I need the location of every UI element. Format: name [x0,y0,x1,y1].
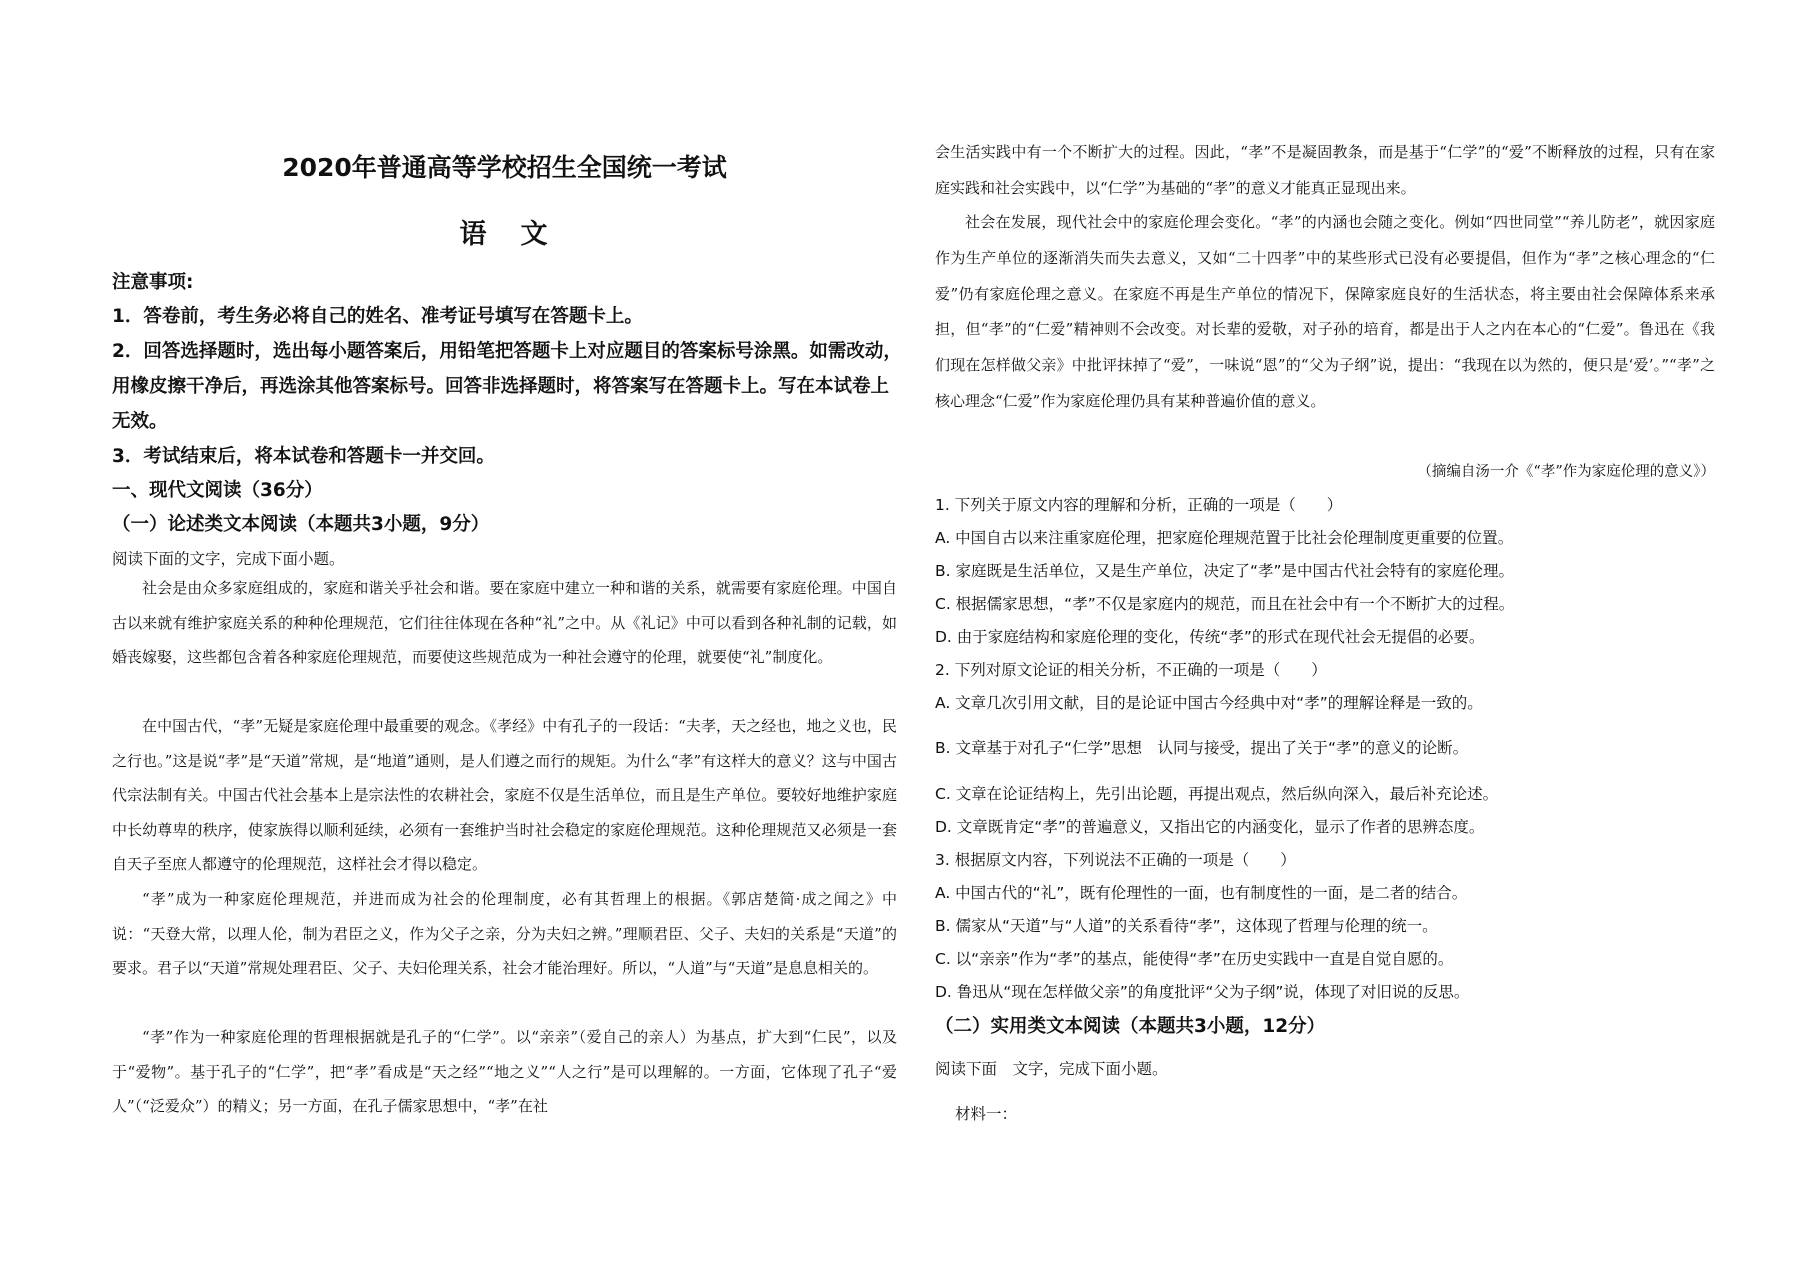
notice-item-2-line-1: 2．回答选择题时，选出每小题答案后，用铅笔把答题卡上对应题目的答案标号涂黑。如需改动， [112,341,902,362]
reading-instruction-2: 阅读下面 文字，完成下面小题。 [935,1060,1168,1078]
question-3-option-c: C. 以“亲亲”作为“孝”的基点，能使得“孝”在历史实践中一直是自觉自愿的。 [935,950,1454,968]
question-2-option-c: C. 文章在论证结构上，先引出论题，再提出观点，然后纵向深入，最后补充论述。 [935,785,1499,803]
question-2-option-b: B. 文章基于对孔子“仁学”思想 认同与接受，提出了关于“孝”的意义的论断。 [935,739,1469,757]
passage-paragraph-5: 会生活实践中有一个不断扩大的过程。因此，“孝”不是凝固教条，而是基于“仁学”的“爱”不断释放的过程，只有在家庭实践和社会实践中，以“仁学”为基础的“孝”的意义才能真正显现出来。 [935,143,1715,197]
notice-heading: 注意事项: [112,272,194,293]
notice-item-2-line-3: 无效。 [112,411,168,432]
passage-paragraph-3: “孝”成为一种家庭伦理规范，并进而成为社会的伦理制度，必有其哲理上的根据。《郭店楚简·成之闻之》中说：“天登大常，以理人伦，制为君臣之义，作为父子之亲，分为夫妇之辨。”理顺君臣、父子、夫妇的关系是“天道”的要求。君子以“天道”常规处理君臣、父子、夫妇伦理关系，社会才能治理好。所以，“人道”与“天道”是息息相关的。 [112,890,897,977]
question-2-option-a: A. 文章几次引用文献，目的是论证中国古今经典中对“孝”的理解诠释是一致的。 [935,694,1483,712]
question-3: 3. 根据原文内容，下列说法不正确的一项是（ ） [935,851,1296,869]
question-2: 2. 下列对原文论证的相关分析，不正确的一项是（ ） [935,661,1327,679]
material-1-label: 材料一： [955,1105,1018,1123]
subject-char-2: 文 [520,219,550,250]
question-3-option-d: D. 鲁迅从“现在怎样做父亲”的角度批评“父为子纲”说，体现了对旧说的反思。 [935,983,1470,1001]
notice-item-2-line-2: 用橡皮擦干净后，再选涂其他答案标号。回答非选择题时，将答案写在答题卡上。写在本试卷上 [112,376,890,397]
passage-paragraph-2: 在中国古代，“孝”无疑是家庭伦理中最重要的观念。《孝经》中有孔子的一段话：“夫孝，天之经也，地之义也，民之行也。”这是说“孝”是“天道”常规，是“地道”通则，是人们遵之而行的规矩。为什么“孝”有这样大的意义？这与中国古代宗法制有关。中国古代社会基本上是宗法性的农耕社会，家庭不仅是生活单位，而且是生产单位。要较好地维护家庭中长幼尊卑的秩序，使家族得以顺利延续，必须有一套维护当时社会稳定的家庭伦理规范。这种伦理规范又必须是一套自天子至庶人都遵守的伦理规范，这样社会才得以稳定。 [112,717,897,873]
passage-paragraph-1: 社会是由众多家庭组成的，家庭和谐关乎社会和谐。要在家庭中建立一种和谐的关系，就需要有家庭伦理。中国自古以来就有维护家庭关系的种种伦理规范，它们往往体现在各种“礼”之中。从《礼记》中可以看到各种礼制的记载，如婚丧嫁娶，这些都包含着各种家庭伦理规范，而要使这些规范成为一种社会遵守的伦理，就要使“礼”制度化。 [112,579,897,666]
question-3-option-b: B. 儒家从“天道”与“人道”的关系看待“孝”，这体现了哲理与伦理的统一。 [935,917,1438,935]
question-1-option-c: C. 根据儒家思想，“孝”不仅是家庭内的规范，而且在社会中有一个不断扩大的过程。 [935,595,1515,613]
question-1-option-a: A. 中国自古以来注重家庭伦理，把家庭伦理规范置于比社会伦理制度更重要的位置。 [935,529,1514,547]
question-1-option-b: B. 家庭既是生活单位，又是生产单位，决定了“孝”是中国古代社会特有的家庭伦理。 [935,562,1515,580]
question-1-option-d: D. 由于家庭结构和家庭伦理的变化，传统“孝”的形式在现代社会无提倡的必要。 [935,628,1485,646]
question-1: 1. 下列关于原文内容的理解和分析，正确的一项是（ ） [935,496,1343,514]
passage-paragraph-4: “孝”作为一种家庭伦理的哲理根据就是孔子的“仁学”。以“亲亲”（爱自己的亲人）为基点，扩大到“仁民”，以及于“爱物”。基于孔子的“仁学”，把“孝”看成是“天之经”“地之义”“人之行”是可以理解的。一方面，它体现了孔子“爱人”（“泛爱众”）的精义；另一方面，在孔子儒家思想中，“孝”在社 [112,1028,897,1115]
subsection-heading-1: （一）论述类文本阅读（本题共3小题，9分） [112,514,490,535]
passage-paragraph-6: 社会在发展，现代社会中的家庭伦理会变化。“孝”的内涵也会随之变化。例如“四世同堂”“养儿防老”，就因家庭作为生产单位的逐渐消失而失去意义，又如“二十四孝”中的某些形式已没有必要提倡，但作为“孝”之核心理念的“仁爱”仍有家庭伦理之意义。在家庭不再是生产单位的情况下，保障家庭良好的生活状态，将主要由社会保障体系来承担，但“孝”的“仁爱”精神则不会改变。对长辈的爱敬，对子孙的培育，都是出于人之内在本心的“仁爱”。鲁迅在《我们现在怎样做父亲》中批评抹掉了“爱”，一味说“恩”的“父为子纲”说，提出：“我现在以为然的，便只是‘爱’。”“孝”之核心理念“仁爱”作为家庭伦理仍具有某种普遍价值的意义。 [935,213,1715,410]
section-heading-1: 一、现代文阅读（36分） [112,480,323,501]
subject-char-1: 语 [459,219,489,250]
reading-instruction: 阅读下面的文字，完成下面小题。 [112,550,345,568]
notice-item-3: 3．考试结束后，将本试卷和答题卡一并交回。 [112,446,495,467]
notice-item-1: 1．答卷前，考生务必将自己的姓名、准考证号填写在答题卡上。 [112,306,643,327]
exam-title: 2020年普通高等学校招生全国统一考试 [282,153,727,182]
question-3-option-a: A. 中国古代的“礼”，既有伦理性的一面，也有制度性的一面，是二者的结合。 [935,884,1468,902]
question-2-option-d: D. 文章既肯定“孝”的普遍意义，又指出它的内涵变化，显示了作者的思辨态度。 [935,818,1485,836]
passage-source: （摘编自汤一介《“孝”作为家庭伦理的意义》） [1417,464,1715,480]
subject-title [112,212,897,251]
subsection-heading-2: （二）实用类文本阅读（本题共3小题，12分） [935,1016,1326,1037]
